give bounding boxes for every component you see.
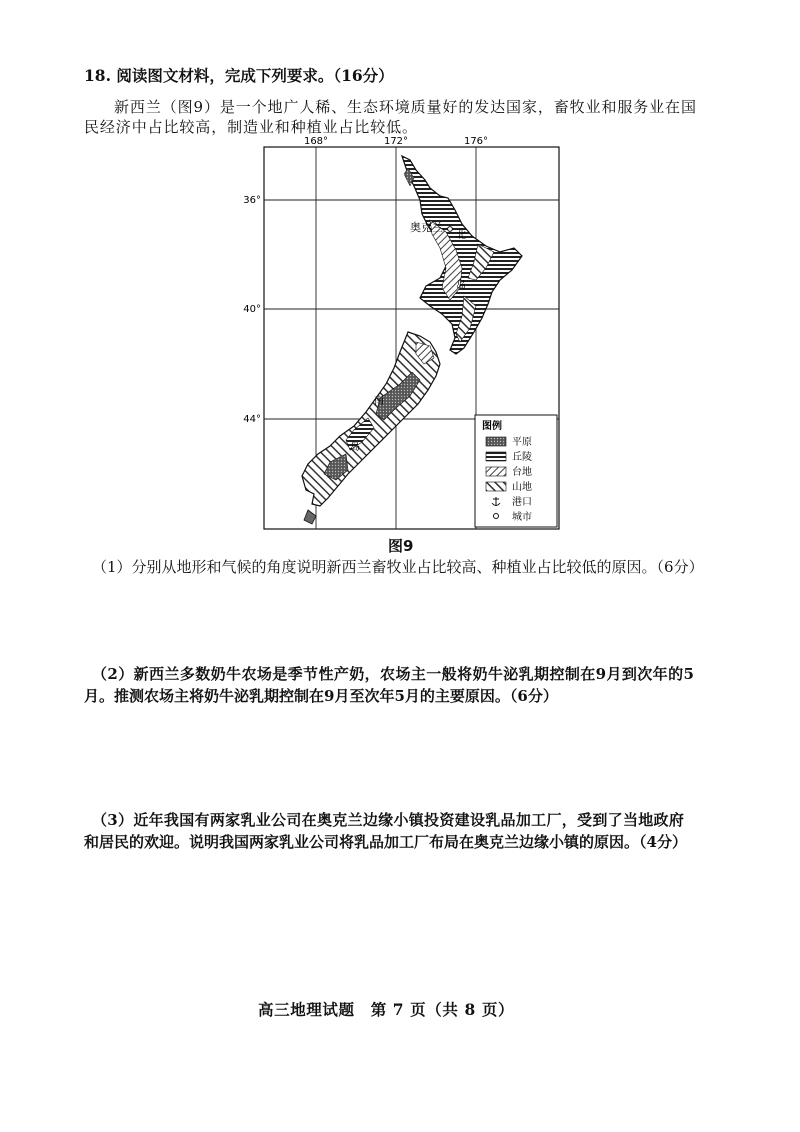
question-header: 18. 阅读图文材料，完成下列要求。（16分） [84, 66, 394, 85]
figure-caption: 图9 [388, 537, 414, 555]
south-island-label-1: 南 [374, 396, 384, 407]
south-island-label-2: 岛 [350, 442, 360, 453]
legend-label-plateau: 台地 [512, 467, 532, 478]
auckland-label: 奥克兰 [410, 221, 443, 234]
subquestion-3-line-1: （3）近年我国有两家乳业公司在奥克兰边缘小镇投资建设乳品加工厂，受到了当地政府 [92, 811, 685, 829]
lat-label-36: 36° [243, 195, 261, 206]
lon-label-168: 168° [303, 136, 329, 147]
intro-line-2: 民经济中占比较高，制造业和种植业占比较低。 [84, 118, 418, 136]
lat-label-44: 44° [243, 414, 261, 425]
lon-label-172: 172° [383, 136, 409, 147]
legend-swatch-hills [486, 452, 506, 461]
lon-label-176: 176° [463, 136, 489, 147]
legend-label-city: 城市 [512, 512, 532, 523]
legend-title: 图例 [482, 421, 502, 432]
city-circle-icon [494, 514, 499, 519]
subquestion-3-line-2: 和居民的欢迎。说明我国两家乳业公司将乳品加工厂布局在奥克兰边缘小镇的原因。（4分） [84, 833, 687, 851]
legend-label-port: 港口 [512, 497, 532, 508]
intro-line-1: 新西兰（图9）是一个地广人稀、生态环境质量好的发达国家，畜牧业和服务业在国 [114, 98, 697, 116]
new-zealand-map [243, 128, 570, 536]
lat-label-40: 40° [243, 304, 261, 315]
map-legend [475, 415, 557, 527]
subquestion-2-line-1: （2）新西兰多数奶牛农场是季节性产奶，农场主一般将奶牛泌乳期控制在9月到次年的5 [92, 665, 695, 683]
legend-label-mountain: 山地 [512, 482, 532, 493]
subquestion-1: （1）分别从地形和气候的角度说明新西兰畜牧业占比较高、种植业占比较低的原因。（6分） [92, 558, 704, 576]
legend-swatch-mountain [486, 482, 506, 491]
auckland-city-icon [448, 227, 453, 232]
subquestion-2-line-2: 月。推测农场主将奶牛泌乳期控制在9月至次年5月的主要原因。（6分） [84, 687, 558, 705]
legend-swatch-plain [486, 437, 506, 446]
north-island-label-1: 北 [456, 230, 466, 241]
page-footer: 高三地理试题 第 7 页（共 8 页） [258, 1000, 515, 1019]
legend-label-plain: 平原 [512, 437, 532, 448]
north-island-label-2: 岛 [456, 280, 466, 291]
legend-swatch-plateau [486, 467, 506, 476]
legend-label-hills: 丘陵 [512, 452, 532, 463]
